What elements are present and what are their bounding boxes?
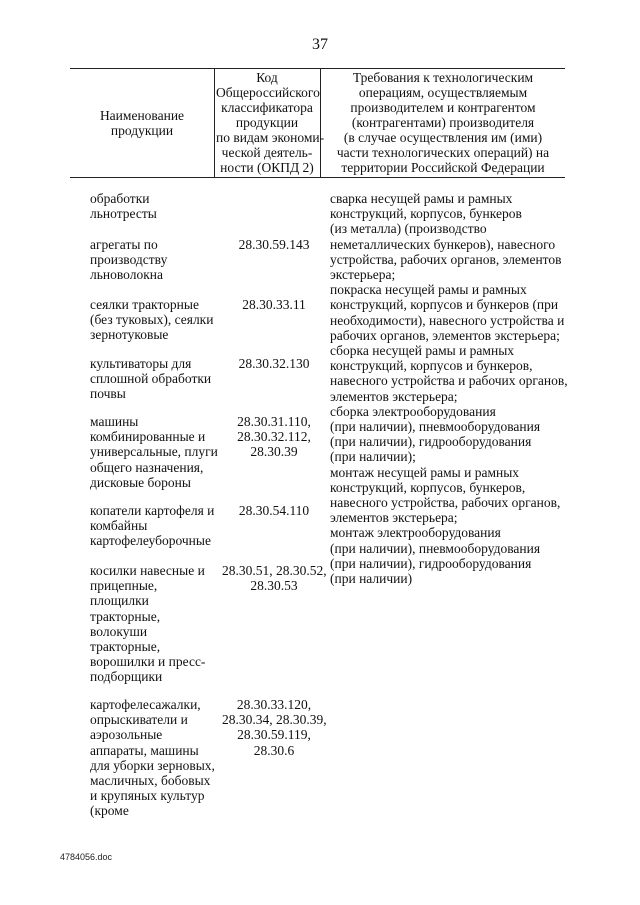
row-1-code: 28.30.59.143 [238,237,310,252]
row-2-product-name: сеялки тракторные (без туковых), сеялки зернотуковые [90,297,214,343]
footer-filename: 4784056.doc [60,852,113,862]
row-6-product-name: косилки навесные и прицепные, площилки тракторные, волокуши тракторные, ворошилки и пресс- подборщики [90,563,206,685]
row-2-code: 28.30.33.11 [242,297,306,312]
page-number: 37 [312,36,328,53]
row-0-product-name: обработки льнотресты [90,191,157,222]
header-product-name: Наименование продукции [99,108,185,138]
row-4-product-name: машины комбинированные и универсальные, плуги общего назначения, дисковые бороны [90,414,218,490]
header-requirements: Требования к технологическим операциям, осуществляемым производителем и контрагентом (контрагентами) производителя (в случае осуществления им (ими) части технологических операций) на территории Российской Федерации [336,70,550,175]
requirements-text: сварка несущей рамы и рамных конструкций, корпусов, бункеров (из металла) (производство неметаллических бункеров), навесного устройства, рабочих органов, элементов экстерьера; покраска несущей рамы и рамных конструкций, корпусов и бункеров (при необходимости), навесного устройства и рабочих органов, элементов экстерьера; сборка несущей рамы и рамных конструкций, корпусов и бункеров, навесного устройства и рабочих органов, элементов экстерьера; сборка электрооборудования (при наличии), пневмооборудования (при наличии), гидрооборудования (при наличии); монтаж несущей рамы и рамных конструкций, корпусов, бункеров, навесного устройства, рабочих органов, элементов экстерьера; монтаж электрооборудования (при наличии), пневмооборудования (при наличии), гидрооборудования (при наличии) [330,191,568,587]
row-5-code: 28.30.54.110 [238,503,310,518]
row-6-code: 28.30.51, 28.30.52, 28.30.53 [222,563,327,594]
header-okpd-code: Код Общероссийского классификатора продукции по видам экономи- ческой деятель- ности (ОКПД 2) [216,70,325,175]
row-1-product-name: агрегаты по производству льноволокна [90,237,168,283]
row-5-product-name: копатели картофеля и комбайны картофелеуборочные [90,503,215,549]
row-4-code: 28.30.31.110, 28.30.32.112, 28.30.39 [237,414,311,460]
header-bottom-rule [70,177,565,178]
row-3-code: 28.30.32.130 [238,356,310,371]
header-divider-1 [214,68,215,177]
header-top-rule [70,68,565,69]
header-divider-2 [320,68,321,177]
row-3-product-name: культиваторы для сплошной обработки почвы [90,356,212,402]
row-7-code: 28.30.33.120, 28.30.34, 28.30.39, 28.30.59.119, 28.30.6 [222,697,327,758]
row-7-product-name: картофелесажалки, опрыскиватели и аэрозольные аппараты, машины для уборки зерновых, масличных, бобовых и крупяных культур (кроме [90,697,215,819]
